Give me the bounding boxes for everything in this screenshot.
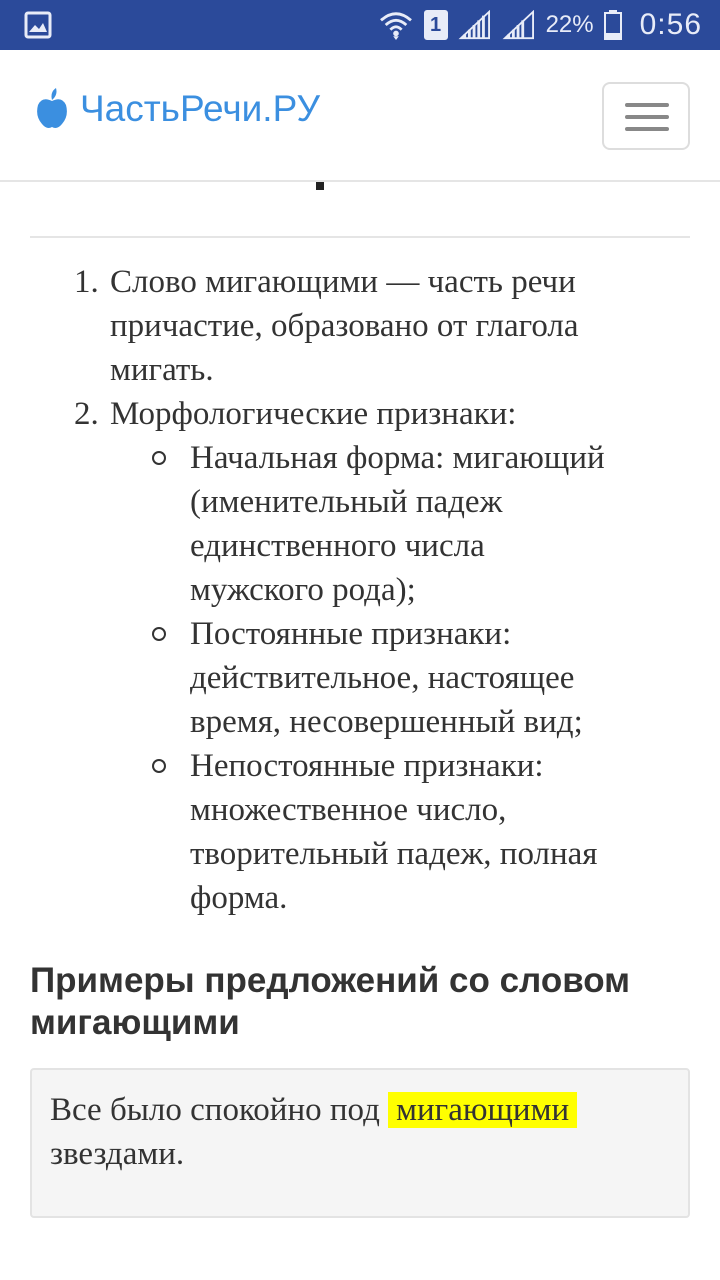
hamburger-menu-button[interactable] bbox=[602, 82, 690, 150]
example-sentence-box bbox=[30, 1068, 690, 1218]
sub-list-item bbox=[30, 612, 690, 744]
sub-list-item bbox=[30, 744, 690, 920]
sub-list bbox=[30, 436, 690, 920]
list-text-line: действительное, настоящее bbox=[190, 660, 575, 696]
list-text-line: форма. bbox=[190, 880, 288, 916]
list-text-line: Слово мигающими — часть речи bbox=[110, 264, 576, 300]
list-text-line: время, несовершенный вид; bbox=[190, 704, 583, 740]
list-text-line: множественное число, bbox=[190, 792, 507, 828]
list-text-line: мигать. bbox=[110, 352, 214, 388]
list-text-line: творительный падеж, полная bbox=[190, 836, 598, 872]
examples-heading bbox=[30, 960, 690, 1044]
example-text: звездами. bbox=[50, 1136, 185, 1172]
sim-icon: 1 bbox=[424, 10, 448, 40]
bullet-icon bbox=[152, 627, 166, 641]
heading-line: Примеры предложений со словом bbox=[30, 961, 631, 1000]
hamburger-bar bbox=[625, 115, 669, 119]
list-item bbox=[30, 260, 690, 392]
battery-icon bbox=[604, 10, 622, 40]
example-text: Все было спокойно под bbox=[50, 1092, 389, 1128]
clock: 0:56 bbox=[639, 8, 702, 41]
brand-link[interactable] bbox=[36, 88, 320, 130]
list-text-line: причастие, образовано от глагола bbox=[110, 308, 579, 344]
signal-icon bbox=[458, 10, 492, 40]
status-bar bbox=[0, 0, 720, 50]
heading-line: мигающими bbox=[30, 1003, 240, 1042]
divider bbox=[30, 236, 690, 238]
list-text-line: единственного числа bbox=[190, 528, 485, 564]
list-text-line: Постоянные признаки: bbox=[190, 616, 512, 652]
brand-text: ЧастьРечи.РУ bbox=[80, 88, 320, 129]
gallery-notification-icon bbox=[24, 11, 52, 39]
cut-off-text bbox=[316, 182, 324, 190]
sub-list-item bbox=[30, 436, 690, 612]
list-text-line: (именительный падеж bbox=[190, 484, 503, 520]
navbar bbox=[0, 50, 720, 182]
list-text-line: Непостоянные признаки: bbox=[190, 748, 544, 784]
wifi-icon bbox=[378, 10, 414, 40]
bullet-icon bbox=[152, 759, 166, 773]
battery-percent: 22% bbox=[545, 11, 594, 38]
hamburger-bar bbox=[625, 127, 669, 131]
ordered-list bbox=[30, 260, 690, 920]
hamburger-menu-icon bbox=[625, 103, 669, 107]
status-icons bbox=[378, 0, 702, 50]
list-number: 2. bbox=[74, 396, 99, 432]
apple-icon bbox=[36, 88, 68, 130]
bullet-icon bbox=[152, 451, 166, 465]
list-text-line: мужского рода); bbox=[190, 572, 416, 608]
list-text-line: Начальная форма: мигающий bbox=[190, 440, 605, 476]
list-text-line: Морфологические признаки: bbox=[110, 396, 517, 432]
list-number: 1. bbox=[74, 264, 99, 300]
list-item bbox=[30, 392, 690, 920]
signal-icon-2 bbox=[502, 10, 536, 40]
highlighted-word: мигающими bbox=[388, 1092, 577, 1128]
